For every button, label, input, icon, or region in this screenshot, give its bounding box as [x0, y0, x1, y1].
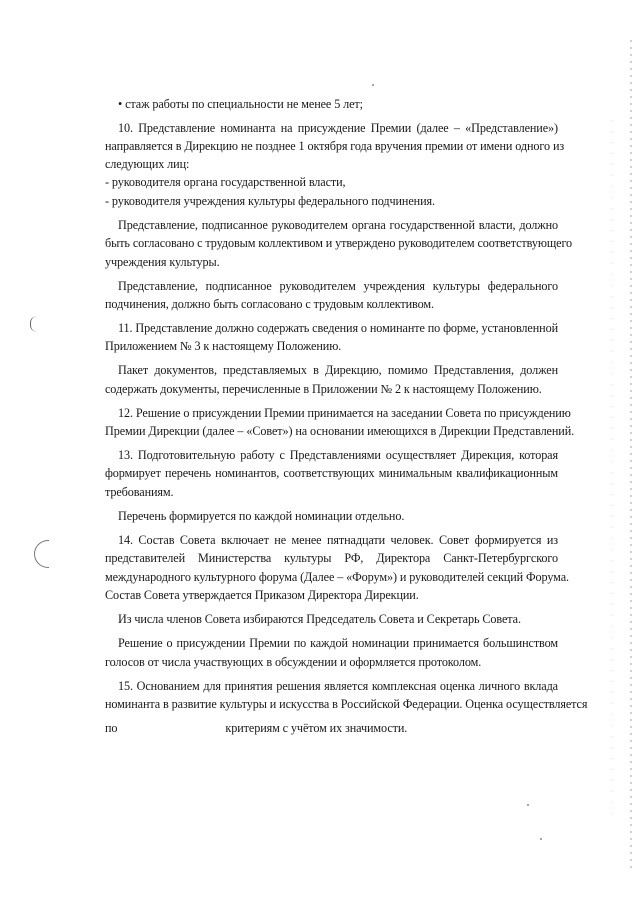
paragraph-line: требованиям. — [105, 485, 174, 499]
paragraph-line: Представление, подписанное руководителем органа государственной власти, должно — [118, 218, 558, 232]
scan-edge-artifact — [611, 120, 612, 820]
paragraph-line: подчинения, должно быть согласовано с трудовым коллективом. — [105, 297, 434, 311]
paragraph-line: • стаж работы по специальности не менее 5 лет; — [118, 97, 363, 111]
paragraph-line: - руководителя органа государственной власти, — [105, 175, 346, 189]
paragraph-line: Решение о присуждении Премии по каждой номинации принимается большинством — [118, 636, 558, 650]
scan-punch-hole — [34, 540, 49, 568]
paragraph-line: голосов от числа участвующих в обсуждении и оформляется протоколом. — [105, 655, 482, 669]
paragraph-line: 11. Представление должно содержать сведения о номинанте по форме, установленной — [118, 321, 558, 335]
scan-edge-artifact — [630, 40, 632, 870]
paragraph-line: направляется в Дирекцию не позднее 1 октября года вручения премии от имени одного из — [105, 139, 565, 153]
paragraph-line: учреждения культуры. — [105, 255, 220, 269]
paragraph-line: 15. Основанием для принятия решения является комплексная оценка личного вклада — [118, 679, 558, 693]
paragraph-line: представителей Министерства культуры РФ, Директора Санкт-Петербургского — [105, 551, 558, 565]
paragraph-line: Перечень формируется по каждой номинации отдельно. — [118, 509, 405, 523]
paragraph-line: быть согласовано с трудовым коллективом и утверждено руководителем соответствующего — [105, 236, 573, 250]
paragraph-line: формирует перечень номинантов, соответствующих минимальным квалификационным — [105, 466, 558, 480]
paragraph-line: Пакет документов, представляемых в Дирекцию, помимо Представления, должен — [118, 363, 558, 377]
paragraph-line: - руководителя учреждения культуры федерального подчинения. — [105, 194, 435, 208]
paragraph-line: Состав Совета утверждается Приказом Директора Дирекции. — [105, 588, 419, 602]
scan-speck — [372, 84, 374, 86]
paragraph-line: Из числа членов Совета избираются Председатель Совета и Секретарь Совета. — [118, 612, 521, 626]
scan-margin-mark — [30, 316, 37, 332]
scan-speck — [540, 838, 542, 840]
last-line-end: критериям с учётом их значимости. — [225, 721, 408, 735]
paragraph-line: 10. Представление номинанта на присуждение Премии (далее – «Представление») — [118, 121, 558, 135]
paragraph-line: Премии Дирекции (далее – «Совет») на основании имеющихся в Дирекции Представлений. — [105, 424, 575, 438]
paragraph-line: содержать документы, перечисленные в Приложении № 2 к настоящему Положению. — [105, 382, 542, 396]
scan-speck — [527, 804, 529, 806]
paragraph-line: 13. Подготовительную работу с Представлениями осуществляет Дирекция, которая — [118, 448, 558, 462]
paragraph-line: 14. Состав Совета включает не менее пятнадцати человек. Совет формируется из — [118, 533, 558, 547]
paragraph-line: 12. Решение о присуждении Премии принимается на заседании Совета по присуждению — [118, 406, 571, 420]
paragraph-line: международного культурного форума (Далее – «Форум») и руководителей секций Форума. — [105, 570, 569, 584]
paragraph-line: номинанта в развитие культуры и искусства в Российской Федерации. Оценка осуществляется — [105, 697, 588, 711]
paragraph-line: Приложением № 3 к настоящему Положению. — [105, 339, 342, 353]
paragraph-line: следующих лиц: — [105, 157, 190, 171]
paragraph-line: Представление, подписанное руководителем учреждения культуры федерального — [118, 279, 558, 293]
last-line-start: по — [105, 721, 118, 735]
paragraph-line-last — [105, 721, 558, 736]
